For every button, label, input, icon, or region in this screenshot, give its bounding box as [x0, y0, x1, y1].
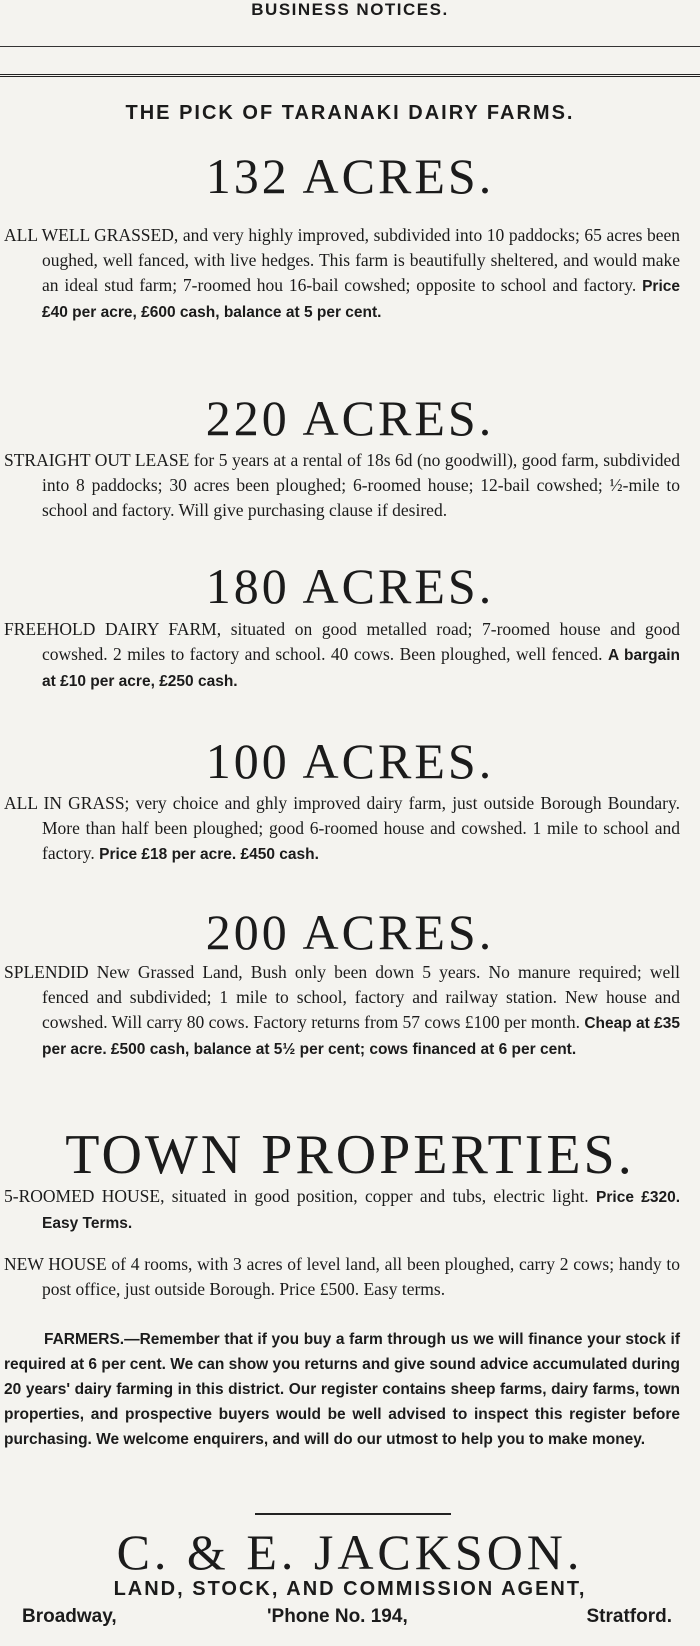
agent-role: LAND, STOCK, AND COMMISSION AGENT,: [113, 1578, 587, 1600]
agent-phone: 'Phone No. 194,: [267, 1606, 408, 1627]
signature-rule: [255, 1513, 451, 1515]
listing-text: [4, 223, 680, 325]
listing-text: [4, 791, 680, 867]
town-item-description: 5-ROOMED HOUSE, situated in good position, copper and tubs, electric light.: [4, 1186, 589, 1206]
listing-heading: 180 ACRES.: [205, 558, 495, 614]
listing-text: [4, 448, 680, 523]
listing-heading: 200 ACRES.: [205, 904, 495, 960]
listing-price: Price £18 per acre. £450 cash.: [99, 846, 319, 863]
town-item-price: Price £320. Easy Terms.: [42, 1189, 681, 1232]
listing-description: FREEHOLD DAIRY FARM, situated on good metalled road; 7-roomed house and good cowshed. 2 miles to factory and school. 40 cows. Been ploughed, well fenced.: [4, 619, 680, 664]
listing-description: SPLENDID New Grassed Land, Bush only been down 5 years. No manure required; well fenced and subdivided; 1 mile to school, factory and railway station. New house and cowshed. Will carry 80 cows. Factory returns from 57 cows £100 per month.: [4, 962, 680, 1032]
listing-price: Price £40 per acre, £600 cash, balance at 5 per cent.: [42, 278, 680, 321]
listing-description: STRAIGHT OUT LEASE for 5 years at a rental of 18s 6d (no goodwill), good farm, subdivided into 8 paddocks; 30 acres been ploughed; 6-roomed house; 12-bail cowshed; ½-mile to school and factory. Will give purchasing clause if desired.: [4, 450, 680, 520]
listing-text: [4, 617, 680, 694]
town-item: [4, 1184, 680, 1236]
listing-heading: 100 ACRES.: [205, 733, 495, 789]
town-item: [4, 1252, 680, 1302]
top-rule: [0, 46, 700, 47]
listing-description: ALL WELL GRASSED, and very highly improved, subdivided into 10 paddocks; 65 acres been oughed, well fanced, with live hedges. This farm is beautifully sheltered, and would make an ideal stud farm; 7-roomed hou 16-bail cowshed; opposite to school and factory.: [4, 225, 680, 295]
agent-street: Broadway,: [22, 1606, 117, 1627]
listing-description: ALL IN GRASS; very choice and ghly improved dairy farm, just outside Borough Boundary. More than half been ploughed; good 6-roomed house and cowshed. 1 mile to school and factory.: [4, 793, 680, 863]
farmers-notice: FARMERS.—Remember that if you buy a farm through us we will finance your stock if required at 6 per cent. We can show you returns and give sound advice accumulated during 20 years' dairy farming in this district. Our register contains sheep farms, dairy farms, town properties, and prospective buyers would be well advised to inspect this register before purchasing. We welcome enquirers, and will do our utmost to help you to make money.: [4, 1331, 680, 1448]
ad-title: THE PICK OF TARANAKI DAIRY FARMS.: [125, 102, 575, 124]
listing-text: [4, 960, 680, 1062]
agent-town: Stratford.: [586, 1606, 672, 1627]
town-item-description: NEW HOUSE of 4 rooms, with 3 acres of level land, all been ploughed, carry 2 cows; handy to post office, just outside Borough. Price £500. Easy terms.: [4, 1254, 680, 1299]
listing-heading: 132 ACRES.: [205, 148, 495, 204]
agent-name: C. & E. JACKSON.: [116, 1524, 584, 1580]
listing-price: A bargain at £10 per acre, £250 cash.: [42, 647, 680, 690]
listing-price: Cheap at £35 per acre. £500 cash, balance at 5½ per cent; cows financed at 6 per cent.: [42, 1015, 680, 1058]
section-header: BUSINESS NOTICES.: [251, 0, 449, 19]
town-properties-heading: TOWN PROPERTIES.: [65, 1124, 635, 1186]
listing-heading: 220 ACRES.: [205, 390, 495, 446]
header-divider: [0, 74, 700, 77]
